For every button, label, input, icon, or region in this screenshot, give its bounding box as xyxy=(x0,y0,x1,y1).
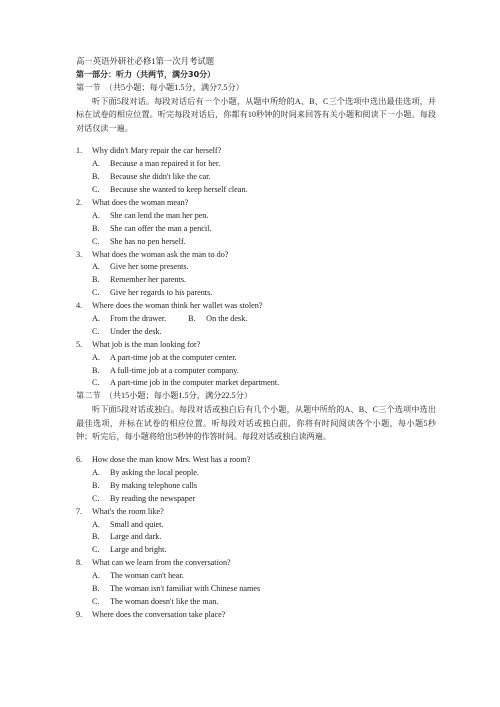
option-letter: C. xyxy=(92,326,100,336)
question-3 xyxy=(76,249,436,262)
option-text: Because she didn't like the car. xyxy=(110,172,211,182)
spacer xyxy=(76,135,436,145)
option-letter: B. xyxy=(92,365,100,375)
option-1c xyxy=(76,184,436,197)
question-1 xyxy=(76,145,436,158)
option-2b xyxy=(76,223,436,236)
section1-instructions: 听下面5段对话。每段对话后有一个小题，从题中所给的A、B、C三个选项中选出最佳选项，并标在试卷的相应位置。听完每段对话后，你都有10秒钟的时间来回答有关小题和阅读下一小题。每段对话仅读一遍。 xyxy=(76,96,436,133)
option-text: By asking the local people. xyxy=(110,467,199,477)
spacer xyxy=(76,444,436,454)
option-text: Large and dark. xyxy=(110,532,162,542)
option-text: Remember her parents. xyxy=(110,275,187,285)
question-5 xyxy=(76,339,436,352)
question-text: What does the woman mean? xyxy=(92,198,189,208)
option-letter: C. xyxy=(92,493,100,503)
option-5b xyxy=(76,365,436,378)
question-number: 7. xyxy=(76,506,83,516)
question-text: What's the room like? xyxy=(92,506,164,516)
section2-heading: 第二节 （共15小题；每小题1.5分，满分22.5分） xyxy=(76,391,253,401)
question-number: 3. xyxy=(76,249,83,259)
question-text: What can we learn from the conversation? xyxy=(92,558,231,568)
option-text: Large and bright. xyxy=(110,545,167,555)
option-letter: B. xyxy=(92,223,100,233)
option-text: The woman isn't familiar with Chinese names xyxy=(110,583,261,593)
question-9 xyxy=(76,609,436,622)
question-7 xyxy=(76,506,436,519)
option-text: The woman doesn't like the man. xyxy=(110,596,219,606)
question-number: 5. xyxy=(76,339,83,349)
option-8a xyxy=(76,570,436,583)
option-3c xyxy=(76,287,436,300)
option-text: By making telephone calls xyxy=(110,480,198,490)
option-text: Give her some presents. xyxy=(110,262,189,272)
option-1b xyxy=(76,171,436,184)
questions-group-b xyxy=(76,454,436,622)
question-text: What does the woman ask the man to do? xyxy=(92,249,229,259)
option-letter: A. xyxy=(92,571,100,581)
option-text: She has no pen herself. xyxy=(110,236,186,246)
option-6b xyxy=(76,480,436,493)
section2-instructions: 听下面5段对话或独白。每段对话或独白后有几个小题，从题中所给的A、B、C三个选项中选出最佳选项，并标在试卷的相应位置。听每段对话或独白前，你将有时间阅读各个小题，每小题5秒钟；听完后，每小题将给出5秒钟的作答时间。每段对话或独白读两遍。 xyxy=(76,405,436,442)
option-8b xyxy=(76,583,436,596)
option-7a xyxy=(76,519,436,532)
option-1a xyxy=(76,158,436,171)
option-letter: A. xyxy=(92,519,100,529)
question-number: 4. xyxy=(76,301,83,311)
question-number: 8. xyxy=(76,558,83,568)
question-text: Why didn't Mary repair the car herself? xyxy=(92,146,222,156)
option-letter: C. xyxy=(92,545,100,555)
option-4a xyxy=(92,313,166,326)
option-text: Under the desk. xyxy=(110,326,162,336)
question-number: 1. xyxy=(76,146,83,156)
option-text: Because she wanted to keep herself clean. xyxy=(110,185,248,195)
option-letter: B. xyxy=(92,583,100,593)
option-letter: A. xyxy=(92,262,100,272)
option-text: On the desk. xyxy=(206,314,248,324)
option-text: Because a man repaired it for her. xyxy=(110,159,221,169)
option-letter: A. xyxy=(92,352,100,362)
option-text: She can lend the man her pen. xyxy=(110,210,209,220)
option-letter: A. xyxy=(92,210,100,220)
question-text: How dose the man know Mrs. West has a room? xyxy=(92,455,251,465)
option-6a xyxy=(76,467,436,480)
option-text: Give her regards to his parents. xyxy=(110,288,213,298)
option-4ab xyxy=(76,313,436,326)
option-2c xyxy=(76,236,436,249)
question-text: Where does the woman think her wallet was stolen? xyxy=(92,301,263,311)
option-letter: A. xyxy=(92,467,100,477)
option-4b xyxy=(188,313,247,326)
question-8 xyxy=(76,557,436,570)
option-5c xyxy=(76,377,436,390)
option-3b xyxy=(76,274,436,287)
section1-heading: 第一节 （共5小题；每小题1.5分，满分7.5分） xyxy=(76,82,244,92)
option-letter: C. xyxy=(92,236,100,246)
option-4c xyxy=(76,326,436,339)
option-8c xyxy=(76,596,436,609)
option-letter: B. xyxy=(92,480,100,490)
option-letter: A. xyxy=(92,159,100,169)
option-letter: B. xyxy=(92,532,100,542)
question-number: 9. xyxy=(76,609,83,619)
option-7b xyxy=(76,531,436,544)
question-4 xyxy=(76,300,436,313)
option-text: From the drawer. xyxy=(110,314,167,324)
option-text: Small and quiet. xyxy=(110,519,164,529)
question-text: Where does the conversation take place? xyxy=(92,609,226,619)
option-text: The woman can't hear. xyxy=(110,571,184,581)
part1-heading: 第一部分：听力（共两节，满分30分） xyxy=(76,69,216,79)
option-2a xyxy=(76,210,436,223)
option-text: A full-time job at a computer company. xyxy=(110,365,239,375)
option-5a xyxy=(76,352,436,365)
question-2 xyxy=(76,197,436,210)
option-text: A part-time job in the computer market department. xyxy=(110,378,280,388)
question-text: What job is the man looking for? xyxy=(92,339,201,349)
option-text: By reading the newspaper xyxy=(110,493,196,503)
question-6 xyxy=(76,454,436,467)
option-letter: C. xyxy=(92,596,100,606)
option-letter: C. xyxy=(92,288,100,298)
option-6c xyxy=(76,493,436,506)
option-letter: B. xyxy=(92,275,100,285)
exam-title: 高一英语外研社必修1第一次月考试题 xyxy=(76,57,215,66)
option-3a xyxy=(76,261,436,274)
option-text: A part-time job at the computer center. xyxy=(110,352,237,362)
question-number: 6. xyxy=(76,455,83,465)
question-number: 2. xyxy=(76,198,83,208)
option-7c xyxy=(76,544,436,557)
exam-page xyxy=(76,56,436,622)
option-letter: B. xyxy=(188,314,196,324)
option-letter: C. xyxy=(92,378,100,388)
option-letter: B. xyxy=(92,172,100,182)
questions-group-a xyxy=(76,145,436,390)
option-text: She can offer the man a pencil. xyxy=(110,223,212,233)
option-letter: A. xyxy=(92,314,100,324)
option-letter: C. xyxy=(92,185,100,195)
